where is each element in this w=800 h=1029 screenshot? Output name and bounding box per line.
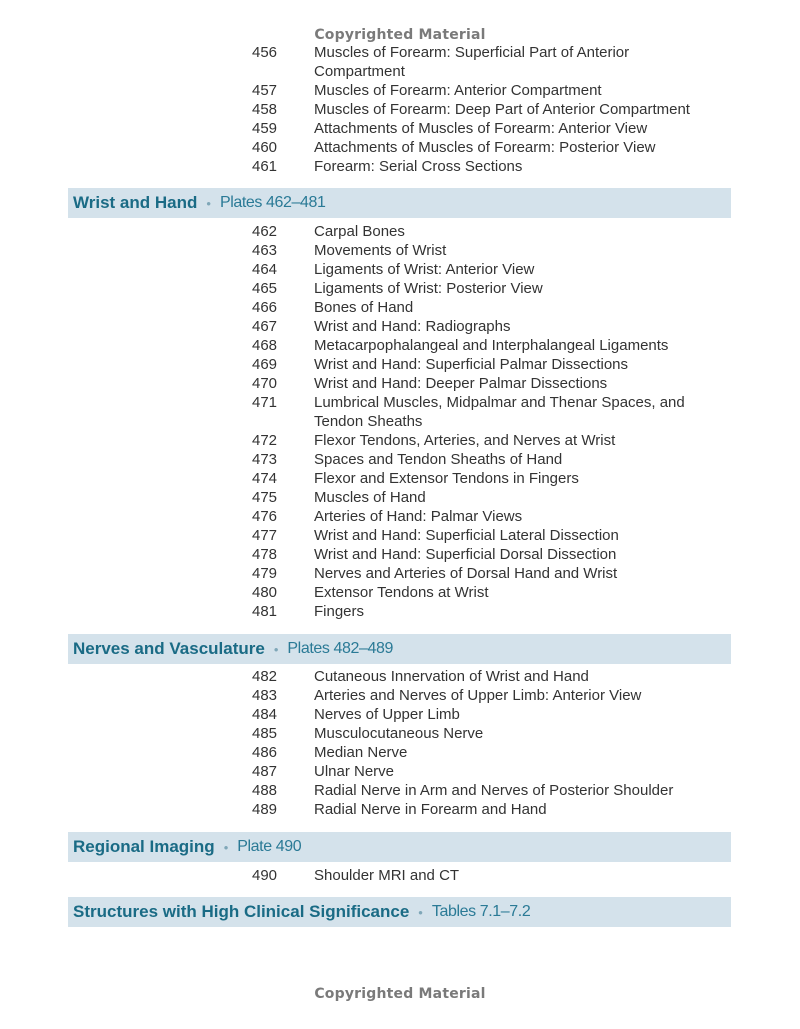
plate-number: 467 (252, 318, 278, 335)
section-plate-range: Plates 482–489 (287, 640, 393, 657)
section-header-wrist-and-hand[interactable] (68, 188, 731, 218)
plate-number: 471 (252, 394, 278, 411)
plate-number: 481 (252, 603, 278, 620)
plate-title: Flexor and Extensor Tendons in Fingers (314, 470, 579, 487)
plate-title: Flexor Tendons, Arteries, and Nerves at Wrist (314, 432, 616, 449)
plate-number: 466 (252, 299, 278, 316)
plate-title: Ligaments of Wrist: Posterior View (314, 280, 543, 297)
plate-number: 456 (252, 44, 278, 61)
plate-title: Forearm: Serial Cross Sections (314, 158, 523, 175)
plate-title: Musculocutaneous Nerve (314, 725, 484, 742)
plate-title: Arteries and Nerves of Upper Limb: Anterior View (314, 687, 642, 704)
plate-title: Nerves and Arteries of Dorsal Hand and Wrist (314, 565, 618, 582)
plate-number: 475 (252, 489, 278, 506)
plate-number: 460 (252, 139, 278, 156)
plate-number: 461 (252, 158, 278, 175)
plate-title: Muscles of Hand (314, 489, 426, 506)
plate-number: 480 (252, 584, 278, 601)
plate-title: Ulnar Nerve (314, 763, 395, 780)
plate-number: 459 (252, 120, 278, 137)
section-header-high-clinical-significance[interactable] (68, 897, 731, 927)
section-title: Regional Imaging (73, 837, 215, 856)
plate-number: 469 (252, 356, 278, 373)
section-header-regional-imaging[interactable] (68, 832, 731, 862)
section-plate-range: Plates 462–481 (219, 194, 326, 211)
plate-number: 472 (252, 432, 278, 449)
plate-number: 468 (252, 337, 278, 354)
plate-number: 485 (252, 725, 278, 742)
plate-number: 465 (252, 280, 278, 297)
plate-number: 484 (252, 706, 278, 723)
plate-title: Carpal Bones (314, 223, 405, 240)
plate-title: Wrist and Hand: Superficial Lateral Dissection (314, 527, 619, 544)
plate-title: Bones of Hand (314, 299, 414, 316)
plate-title: Arteries of Hand: Palmar Views (314, 508, 523, 525)
plate-number: 488 (252, 782, 278, 799)
copyright-watermark-top: Copyrighted Material (314, 27, 486, 43)
section-title: Structures with High Clinical Significance (73, 902, 410, 921)
plate-title: Ligaments of Wrist: Anterior View (314, 261, 535, 278)
plate-title: Muscles of Forearm: Deep Part of Anterior Compartment (314, 101, 690, 118)
plate-number: 479 (252, 565, 278, 582)
plate-number: 463 (252, 242, 278, 259)
plate-number: 489 (252, 801, 278, 818)
plate-number: 490 (252, 867, 278, 884)
plate-title: Movements of Wrist (314, 242, 447, 259)
plate-title: Wrist and Hand: Superficial Palmar Dissections (314, 356, 629, 373)
plate-title: Extensor Tendons at Wrist (314, 584, 489, 601)
plate-title: Muscles of Forearm: Anterior Compartment (314, 82, 602, 99)
plate-number: 486 (252, 744, 278, 761)
plate-title: Shoulder MRI and CT (314, 867, 460, 884)
section-plate-range: Plate 490 (237, 838, 302, 855)
plate-title: Radial Nerve in Forearm and Hand (314, 801, 547, 818)
plate-title: Wrist and Hand: Radiographs (314, 318, 511, 335)
plate-number: 483 (252, 687, 278, 704)
plate-title: Wrist and Hand: Superficial Dorsal Dissection (314, 546, 617, 563)
plate-title: Muscles of Forearm: Superficial Part of Anterior Compartment (314, 44, 630, 80)
plate-title: Cutaneous Innervation of Wrist and Hand (314, 668, 589, 685)
section-title: Wrist and Hand (73, 193, 198, 212)
plate-title: Nerves of Upper Limb (314, 706, 460, 723)
plate-number: 477 (252, 527, 278, 544)
plate-title: Median Nerve (314, 744, 408, 761)
plate-title: Lumbrical Muscles, Midpalmar and Thenar Spaces, and Tendon Sheaths (314, 394, 685, 430)
bullet-separator: • (273, 641, 279, 657)
plate-title: Spaces and Tendon Sheaths of Hand (314, 451, 563, 468)
plate-number: 473 (252, 451, 278, 468)
bullet-separator: • (223, 839, 229, 855)
plate-title: Attachments of Muscles of Forearm: Anterior View (314, 120, 648, 137)
plate-number: 458 (252, 101, 278, 118)
plate-number: 474 (252, 470, 278, 487)
bullet-separator: • (206, 195, 211, 211)
section-header-nerves-and-vasculature[interactable] (68, 634, 731, 664)
copyright-watermark-bottom: Copyrighted Material (314, 986, 486, 1002)
section-table-range: Tables 7.1–7.2 (431, 903, 531, 920)
plate-number: 478 (252, 546, 278, 563)
plate-number: 470 (252, 375, 278, 392)
plate-number: 482 (252, 668, 278, 685)
bullet-separator: • (418, 904, 423, 920)
plate-title: Wrist and Hand: Deeper Palmar Dissections (314, 375, 608, 392)
plate-number: 487 (252, 763, 278, 780)
plate-number: 464 (252, 261, 278, 278)
plate-number: 476 (252, 508, 278, 525)
plate-title: Attachments of Muscles of Forearm: Posterior View (314, 139, 656, 156)
section-title: Nerves and Vasculature (73, 639, 265, 658)
plate-number: 462 (252, 223, 278, 240)
plate-title: Radial Nerve in Arm and Nerves of Posterior Shoulder (314, 782, 674, 799)
plate-number: 457 (252, 82, 278, 99)
plate-title: Metacarpophalangeal and Interphalangeal Ligaments (314, 337, 669, 354)
plate-title: Fingers (314, 603, 365, 620)
